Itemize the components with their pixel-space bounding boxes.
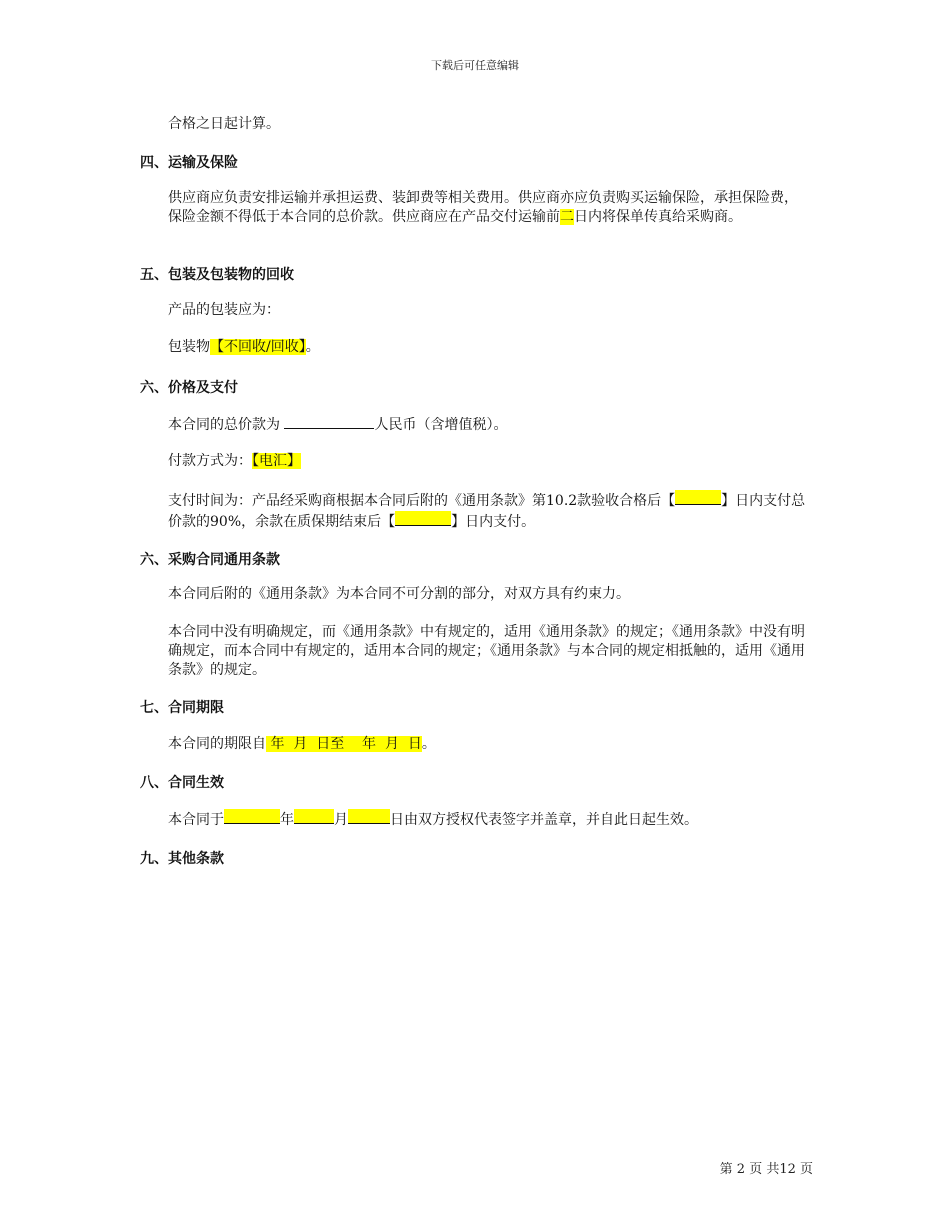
section-5-text-a: 包装物	[168, 339, 210, 355]
total-price-blank[interactable]	[284, 414, 374, 429]
section-4-highlight: 二	[560, 209, 574, 225]
effective-text-d: 日由双方授权代表签字并盖章，并自此日起生效。	[390, 812, 698, 828]
section-6-price-paragraph-3	[168, 490, 808, 532]
section-4-heading: 四、运输及保险	[140, 155, 238, 171]
section-5-text-b: 。	[305, 339, 320, 355]
page-number: 第 2 页 共12 页	[719, 1162, 813, 1177]
payment-time-text-c: 】日内支付。	[451, 514, 536, 530]
section-8-paragraph	[168, 809, 808, 830]
section-6-price-paragraph-1	[168, 414, 808, 435]
section-5-highlight: 【不回收/回收】	[210, 339, 306, 355]
effective-month-blank[interactable]	[294, 809, 334, 824]
section-5-paragraph-2	[168, 338, 808, 357]
effective-text-a: 本合同于	[168, 812, 224, 828]
section-8-heading: 八、合同生效	[140, 775, 224, 791]
section-6-price-paragraph-2	[168, 452, 808, 471]
payment-days-blank-2[interactable]	[395, 511, 451, 526]
header-note: 下载后可任意编辑	[431, 59, 519, 72]
payment-time-text-a: 支付时间为：产品经采购商根据本合同后附的《通用条款》第10.2款验收合格后【	[168, 493, 676, 509]
section-4-text-b: 日内将保单传真给采购商。	[574, 209, 742, 225]
section-7-paragraph	[168, 735, 808, 754]
section-6-terms-heading: 六、采购合同通用条款	[140, 552, 280, 568]
effective-year-blank[interactable]	[224, 809, 280, 824]
term-text-b: 。	[421, 736, 436, 752]
section-4-paragraph	[168, 189, 808, 227]
term-text-a: 本合同的期限自	[168, 736, 266, 752]
term-date-highlight[interactable]: 年 月 日至 年 月 日	[266, 736, 422, 752]
section-5-paragraph-1: 产品的包装应为：	[168, 302, 280, 318]
section-6-terms-paragraph-1: 本合同后附的《通用条款》为本合同不可分割的部分，对双方具有约束力。	[168, 586, 630, 602]
section-6-price-heading: 六、价格及支付	[140, 380, 238, 396]
payment-time-text-b: 】日内支付总价款的90%，余款在质保期结束后【	[168, 493, 806, 530]
section-6-terms-paragraph-2: 本合同中没有明确规定，而《通用条款》中有规定的，适用《通用条款》的规定；《通用条款》中没有明确规定，而本合同中有规定的，适用本合同的规定；《通用条款》与本合同的规定相抵触的，适用《通用条款》的规定。	[168, 624, 805, 678]
section-7-heading: 七、合同期限	[140, 700, 224, 716]
section-5-heading: 五、包装及包装物的回收	[140, 267, 294, 283]
effective-year-label: 年	[280, 812, 294, 828]
section-4-text-a: 供应商应负责安排运输并承担运费、装卸费等相关费用。供应商亦应负责购买运输保险，承担保险费，保险金额不得低于本合同的总价款。供应商应在产品交付运输前	[168, 190, 798, 225]
payment-method-highlight: 【电汇】	[252, 453, 301, 469]
payment-days-blank-1[interactable]	[675, 490, 721, 505]
price-text-a: 本合同的总价款为	[168, 417, 280, 433]
continued-text: 合格之日起计算。	[168, 116, 280, 132]
effective-day-blank[interactable]	[348, 809, 390, 824]
effective-month-label: 月	[334, 812, 348, 828]
payment-method-label: 付款方式为：	[168, 453, 252, 469]
price-text-b: 人民币（含增值税）。	[374, 417, 508, 433]
section-9-heading: 九、其他条款	[140, 851, 224, 867]
